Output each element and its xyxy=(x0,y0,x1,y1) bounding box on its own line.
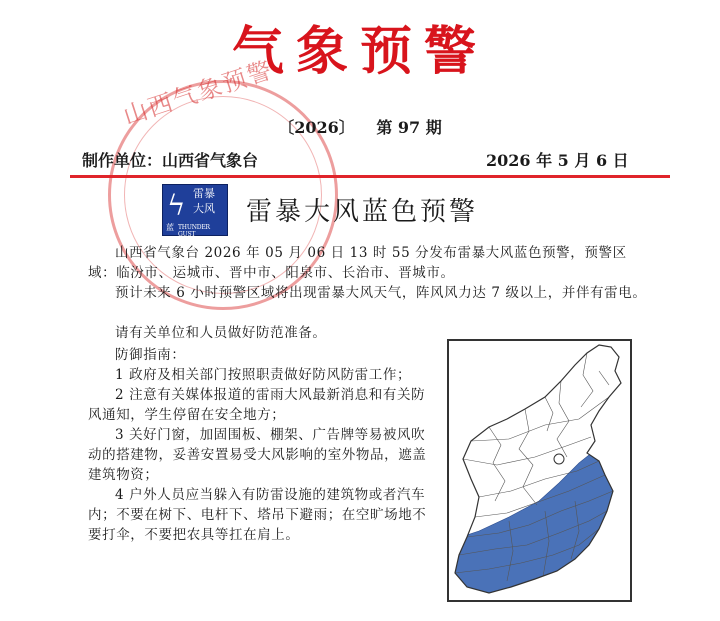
forecast-paragraph: 预计未来 6 小时预警区域将出现雷暴大风天气，阵风风力达 7 级以上，并伴有雷电。 xyxy=(115,285,647,301)
header-divider xyxy=(70,175,670,178)
warning-title: 雷暴大风蓝色预警 xyxy=(246,197,479,227)
guide-item: 4 户外人员应当躲入有防雷设施的建筑物或者汽车内；不要在树下、电杆下、塔吊下避雨；在空旷场地不要打伞，不要把农具等扛在肩上。 xyxy=(88,487,427,543)
issue-year: 〔2026〕 xyxy=(278,118,355,137)
guide-item: 2 注意有关媒体报道的雷雨大风最新消息和有关防风通知，学生停留在安全地方； xyxy=(88,387,426,423)
guide-item: 3 关好门窗，加固围板、棚架、广告牌等易被风吹动的搭建物，妥善安置易受大风影响的室外物品，遮盖建筑物资； xyxy=(88,427,427,483)
warning-area-map xyxy=(447,339,632,602)
issue-date: 2026 年 5 月 6 日 xyxy=(486,151,629,170)
preparedness-paragraph: 请有关单位和人员做好防范准备。 xyxy=(115,325,327,341)
issuance-paragraph: 山西省气象台 2026 年 05 月 06 日 13 时 55 分发布雷暴大风蓝色预警，预警区域：临汾市、运城市、晋中市、阳泉市、长治市、晋城市。 xyxy=(88,245,627,281)
thunder-gust-blue-warning-icon xyxy=(162,184,228,236)
official-seal-text: 山西气象预警 xyxy=(119,55,277,131)
shanxi-province-map xyxy=(449,341,630,600)
issuing-unit: 制作单位：山西省气象台 xyxy=(82,151,259,170)
issue-number: 第 97 期 xyxy=(376,118,442,137)
lightning-icon: ϟ xyxy=(167,189,186,222)
issue-line xyxy=(0,115,720,138)
guide-heading: 防御指南： xyxy=(115,347,186,363)
icon-label-thunder: 雷暴 xyxy=(193,187,215,200)
icon-label-gust: 大风 xyxy=(193,202,215,215)
guide-item: 1 政府及相关部门按照职责做好防风防雷工作； xyxy=(115,367,412,383)
masthead-title: 气象预警 xyxy=(231,21,488,82)
icon-english-label: THUNDER GUST xyxy=(178,224,210,238)
icon-level-label: 蓝 xyxy=(166,223,174,232)
